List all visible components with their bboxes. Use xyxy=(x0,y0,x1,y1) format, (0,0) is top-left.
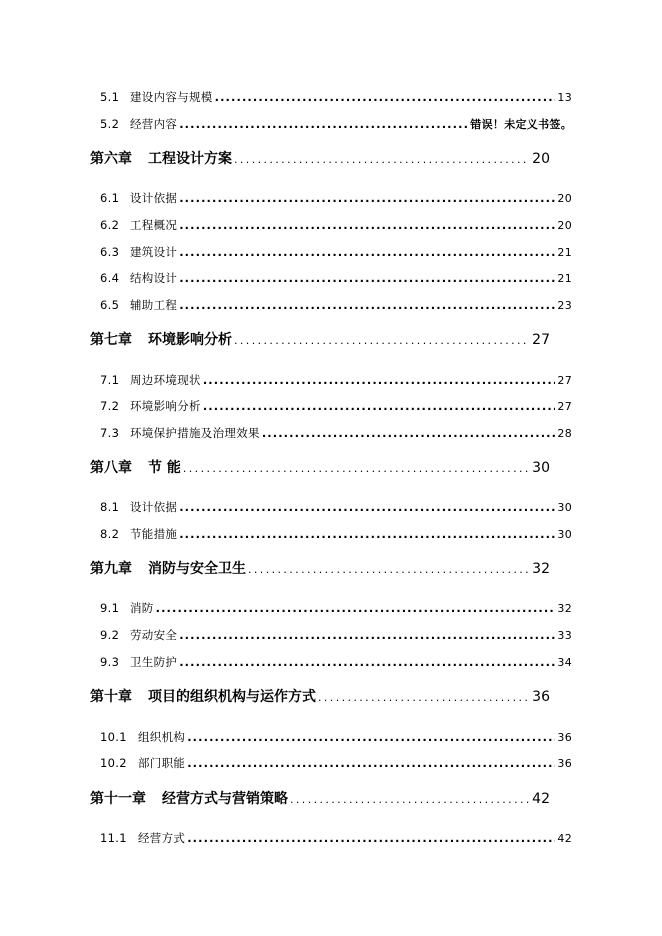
page-number: 34 xyxy=(557,656,572,669)
chapter-number: 第十章 xyxy=(90,689,132,705)
section-number: 8.2 xyxy=(100,527,120,541)
section-number: 8.1 xyxy=(100,500,120,514)
chapter-number: 第七章 xyxy=(90,332,132,348)
page-number: 27 xyxy=(532,332,550,348)
dot-leader xyxy=(234,334,530,347)
section-number: 7.2 xyxy=(100,399,120,413)
page-number: 27 xyxy=(557,400,572,413)
section-number: 6.4 xyxy=(100,271,120,285)
section-number: 9.1 xyxy=(100,601,120,615)
section-title: 卫生防护 xyxy=(130,655,178,669)
page-number: 42 xyxy=(532,791,550,807)
dot-leader xyxy=(179,628,555,642)
dot-leader xyxy=(179,298,555,312)
dot-leader xyxy=(203,373,556,387)
section-number: 7.1 xyxy=(100,373,120,387)
section-number: 6.2 xyxy=(100,218,120,232)
page-number: 42 xyxy=(557,832,572,845)
dot-leader xyxy=(179,191,555,205)
toc-entry-6-3[interactable] xyxy=(100,244,572,260)
dot-leader xyxy=(179,527,555,541)
toc-entry-5-2[interactable] xyxy=(100,116,572,132)
chapter-number: 第十一章 xyxy=(90,791,146,807)
dot-leader xyxy=(183,462,530,475)
section-number: 10.1 xyxy=(100,730,127,744)
chapter-title: 经营方式与营销策略 xyxy=(162,791,288,807)
section-title: 部门职能 xyxy=(138,756,186,770)
section-number: 6.3 xyxy=(100,245,120,259)
dot-leader xyxy=(248,563,530,576)
page-number: 21 xyxy=(557,272,572,285)
dot-leader xyxy=(203,399,556,413)
page-number: 30 xyxy=(532,460,550,476)
section-number: 5.1 xyxy=(100,90,120,104)
section-title: 消防 xyxy=(130,601,154,615)
section-title: 设计依据 xyxy=(130,500,178,514)
page-number: 13 xyxy=(557,91,572,104)
section-title: 节能措施 xyxy=(130,527,178,541)
toc-entry-6-1[interactable] xyxy=(100,190,572,206)
page-number: 27 xyxy=(557,374,572,387)
section-title: 劳动安全 xyxy=(130,628,178,642)
section-title: 环境影响分析 xyxy=(130,399,201,413)
section-number: 10.2 xyxy=(100,756,127,770)
toc-chapter-8[interactable] xyxy=(90,457,550,477)
dot-leader xyxy=(187,730,555,744)
toc-chapter-6[interactable] xyxy=(90,148,550,168)
chapter-title: 环境影响分析 xyxy=(148,332,232,348)
dot-leader xyxy=(215,90,556,104)
dot-leader xyxy=(262,426,556,440)
page-number: 20 xyxy=(532,151,550,167)
dot-leader xyxy=(290,793,530,806)
section-title: 周边环境现状 xyxy=(130,373,201,387)
page-number: 36 xyxy=(532,689,550,705)
section-number: 6.1 xyxy=(100,191,120,205)
dot-leader xyxy=(179,271,555,285)
page-number: 32 xyxy=(532,561,550,577)
section-title: 工程概况 xyxy=(130,218,178,232)
toc-chapter-10[interactable] xyxy=(90,686,550,706)
toc-chapter-9[interactable] xyxy=(90,558,550,578)
section-number: 5.2 xyxy=(100,117,120,131)
section-number: 6.5 xyxy=(100,298,120,312)
chapter-title: 项目的组织机构与运作方式 xyxy=(148,689,316,705)
bookmark-error-text: 错误！未定义书签。 xyxy=(470,118,572,131)
section-title: 设计依据 xyxy=(130,191,178,205)
toc-entry-10-1[interactable] xyxy=(100,729,572,745)
chapter-number: 第九章 xyxy=(90,561,132,577)
toc-entry-7-2[interactable] xyxy=(100,398,572,414)
section-title: 辅助工程 xyxy=(130,298,178,312)
toc-entry-10-2[interactable] xyxy=(100,755,572,771)
section-number: 11.1 xyxy=(100,831,127,845)
page-number: 23 xyxy=(557,299,572,312)
dot-leader xyxy=(156,601,556,615)
page-number: 28 xyxy=(557,427,572,440)
toc-entry-11-1[interactable] xyxy=(100,830,572,846)
page-number: 33 xyxy=(557,629,572,642)
page-number: 36 xyxy=(557,731,572,744)
chapter-title: 工程设计方案 xyxy=(148,151,232,167)
section-title: 建设内容与规模 xyxy=(130,90,213,104)
dot-leader xyxy=(187,831,555,845)
dot-leader xyxy=(179,245,555,259)
section-title: 经营方式 xyxy=(138,831,186,845)
toc-entry-8-1[interactable] xyxy=(100,499,572,515)
chapter-number: 第六章 xyxy=(90,151,132,167)
dot-leader xyxy=(179,500,555,514)
dot-leader xyxy=(179,655,555,669)
page-number: 21 xyxy=(557,246,572,259)
toc-entry-9-3[interactable] xyxy=(100,654,572,670)
page-number: 32 xyxy=(557,602,572,615)
dot-leader xyxy=(187,756,555,770)
toc-entry-6-5[interactable] xyxy=(100,297,572,313)
toc-entry-7-1[interactable] xyxy=(100,372,572,388)
toc-entry-6-2[interactable] xyxy=(100,217,572,233)
toc-entry-5-1[interactable] xyxy=(100,89,572,105)
section-title: 组织机构 xyxy=(138,730,186,744)
page-number: 30 xyxy=(557,528,572,541)
dot-leader xyxy=(234,153,530,166)
chapter-title: 消防与安全卫生 xyxy=(148,561,246,577)
page-number: 30 xyxy=(557,501,572,514)
toc-entry-9-2[interactable] xyxy=(100,627,572,643)
toc-entry-6-4[interactable] xyxy=(100,270,572,286)
toc-chapter-7[interactable] xyxy=(90,329,550,349)
section-title: 经营内容 xyxy=(130,117,178,131)
section-title: 建筑设计 xyxy=(130,245,178,259)
section-title: 环境保护措施及治理效果 xyxy=(130,426,260,440)
toc-chapter-11[interactable] xyxy=(90,788,550,808)
page-number: 20 xyxy=(557,192,572,205)
dot-leader xyxy=(318,691,530,704)
section-number: 7.3 xyxy=(100,426,120,440)
section-number: 9.3 xyxy=(100,655,120,669)
dot-leader xyxy=(179,117,468,131)
dot-leader xyxy=(179,218,555,232)
toc-entry-8-2[interactable] xyxy=(100,526,572,542)
section-title: 结构设计 xyxy=(130,271,178,285)
toc-entry-9-1[interactable] xyxy=(100,600,572,616)
page-number: 20 xyxy=(557,219,572,232)
toc-entry-7-3[interactable] xyxy=(100,425,572,441)
page-number: 36 xyxy=(557,757,572,770)
chapter-title: 节 能 xyxy=(148,460,181,476)
chapter-number: 第八章 xyxy=(90,460,132,476)
section-number: 9.2 xyxy=(100,628,120,642)
